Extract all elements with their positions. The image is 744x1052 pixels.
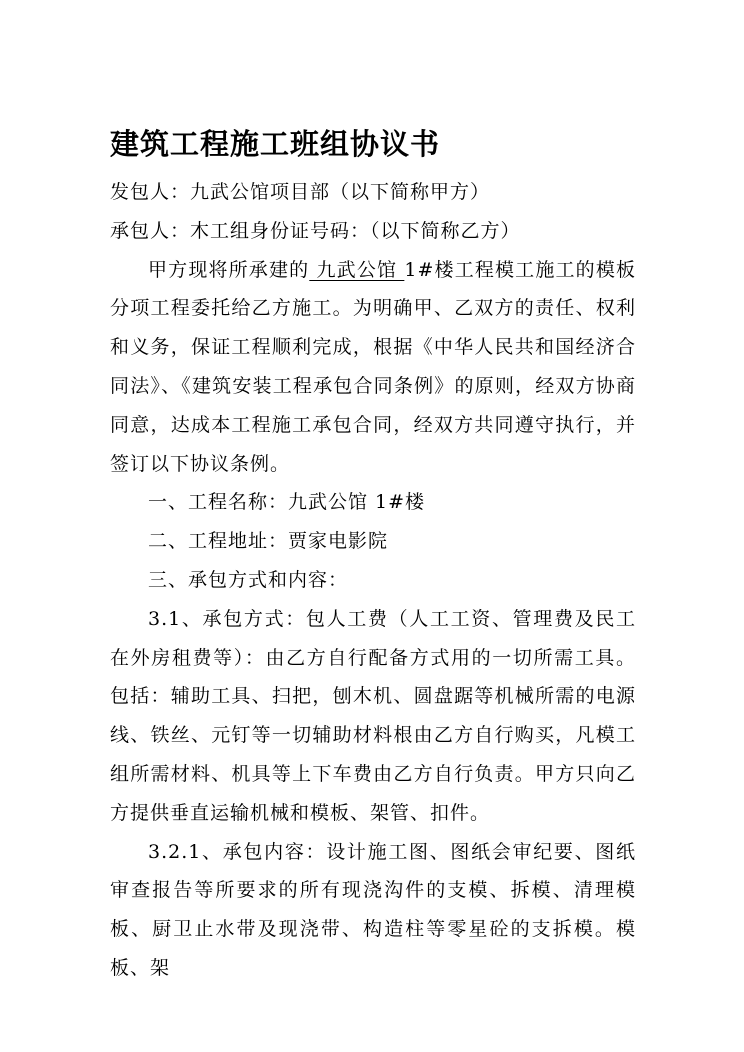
project-name-underlined: 九武公馆	[309, 258, 405, 281]
document-title: 建筑工程施工班组协议书	[110, 127, 441, 161]
document-body	[110, 173, 636, 988]
item-contract-method: 3.1、承包方式：包人工费（人工工资、管理费及民工在外房租费等）：由乙方自行配备方式用的一切所需工具。包括：辅助工具、扫把，刨木机、圆盘踞等机械所需的电源线、铁丝、元钉等一切辅助材料根由乙方自行购买，凡模工组所需材料、机具等上下车费由乙方自行负责。甲方只向乙方提供垂直运输机械和模板、架管、扣件。	[110, 607, 636, 824]
intro-paragraph	[110, 251, 636, 484]
intro-suffix: 1#楼工程模工施工的模板分项工程委托给乙方施工。为明确甲、乙双方的责任、权利和义务，保证工程顺利完成，根据《中华人民共和国经济合同法》、《建筑安装工程承包合同条例》的原则，经双方协商同意，达成本工程施工承包合同，经双方共同遵守执行，并签订以下协议条例。	[110, 258, 636, 475]
item-project-name: 一、工程名称：九武公馆 1#楼	[148, 491, 426, 514]
item-project-address: 二、工程地址：贾家电影院	[148, 530, 389, 553]
party-a-line: 发包人：九武公馆项目部（以下简称甲方）	[110, 181, 491, 203]
item-contract-heading: 三、承包方式和内容：	[148, 568, 349, 591]
item-contract-content: 3.2.1、承包内容：设计施工图、图纸会审纪要、图纸审查报告等所要求的所有现浇沟件的支模、拆模、清理模板、厨卫止水带及现浇带、构造柱等零星砼的支拆模。模板、架	[110, 840, 636, 979]
party-b-line: 承包人：木工组身份证号码：（以下简称乙方）	[110, 219, 521, 242]
intro-prefix: 甲方现将所承建的	[148, 258, 310, 281]
